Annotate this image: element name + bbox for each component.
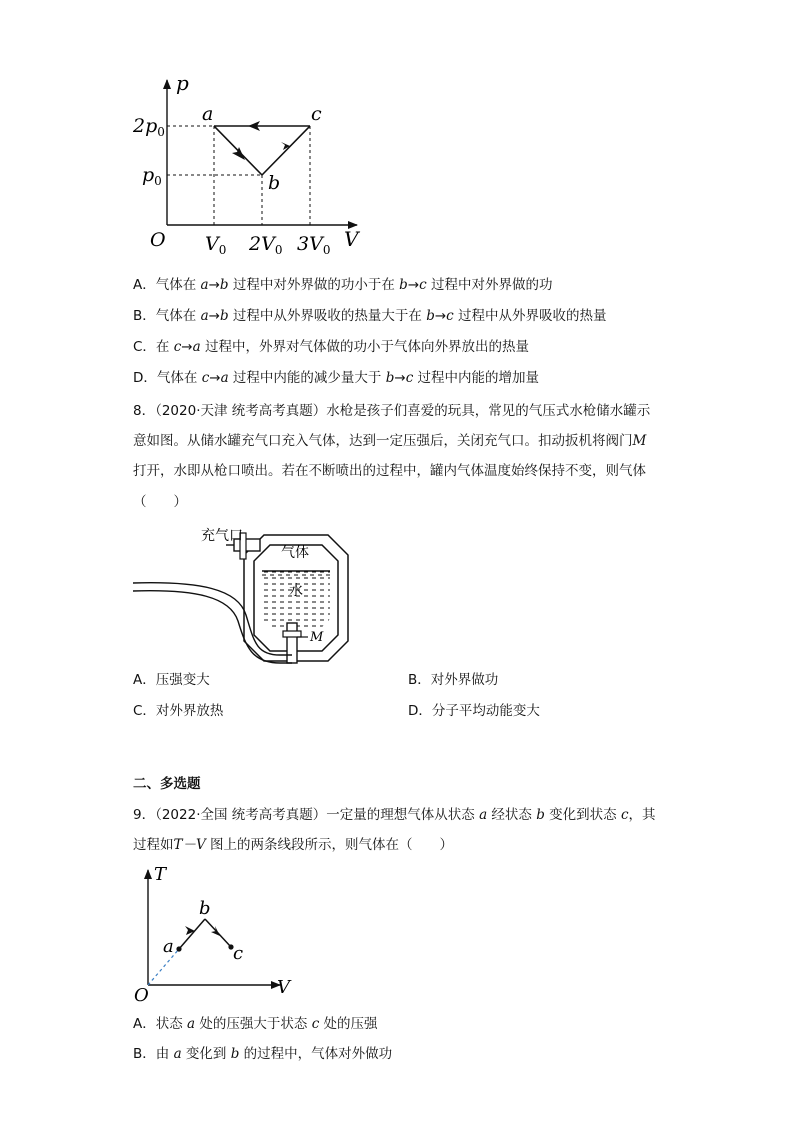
gas-label: 气体 (281, 545, 309, 561)
svg-text:V0: $V_0$ (205, 233, 227, 257)
point-c-label-2: c (233, 943, 244, 964)
section-heading-multi-choice: 二、多选题 (133, 776, 201, 792)
p-axis-label: p (176, 71, 189, 95)
q8-stem-line3: 打开，水即从枪口喷出。若在不断喷出的过程中，罐内气体温度始终保持不变，则气体 (133, 463, 646, 479)
pv-diagram (0, 0, 794, 260)
v-axis-label-2: V (277, 977, 290, 998)
q9-stem-line1: 9．（2022·全国 统考高考真题）一定量的理想气体从状态 a 经状态 b 变化到状态 c，其 (133, 807, 656, 823)
q7-option-c: C．在 c→a 过程中，外界对气体做的功小于气体向外界放出的热量 (133, 339, 529, 355)
q7-option-b: B．气体在 a→b 过程中从外界吸收的热量大于在 b→c 过程中从外界吸收的热量 (133, 308, 607, 324)
q8-stem-line2: 意如图。从储水罐充气口充入气体，达到一定压强后，关闭充气口。扣动扳机将阀门M (133, 433, 647, 449)
point-c-label: c (311, 103, 322, 125)
q8-stem-line1: 8．（2020·天津 统考高考真题）水枪是孩子们喜爱的玩具，常见的气压式水枪储水罐示 (133, 403, 651, 419)
point-b-label: b (268, 172, 281, 194)
q7-option-d: D．气体在 c→a 过程中内能的减少量大于 b→c 过程中内能的增加量 (133, 370, 540, 386)
point-a (176, 946, 181, 951)
svg-text:2p0: $2p_0$ (133, 115, 165, 139)
t-axis-label: T (154, 864, 167, 885)
tv-diagram (0, 860, 794, 1010)
origin-label-2: O (134, 985, 149, 1006)
q8-option-a: A．压强变大 (133, 672, 210, 688)
inlet-label: 充气口 (201, 528, 243, 544)
water-gun-figure (0, 515, 794, 665)
q8-option-c: C．对外界放热 (133, 703, 224, 719)
point-a-label: a (202, 103, 214, 125)
valve-m (283, 631, 301, 637)
point-b-label-2: b (199, 898, 211, 919)
svg-text:p0: $p_0$ (142, 164, 162, 188)
process-b-to-c (262, 126, 310, 175)
svg-text:2V0: $2V_0$ (249, 233, 283, 257)
water-region (262, 571, 330, 631)
valve-label: M (310, 630, 324, 645)
origin-label: O (150, 229, 166, 251)
water-label: 水 (289, 583, 303, 599)
svg-text:3V0: $3V_0$ (297, 233, 331, 257)
q8-option-b: B．对外界做功 (408, 672, 499, 688)
q8-stem-line4: （ ） (133, 494, 187, 510)
point-a-label-2: a (163, 936, 174, 957)
q9-stem-line2: 过程如T－V 图上的两条线段所示，则气体在（ ） (133, 837, 454, 853)
q7-option-a: A．气体在 a→b 过程中对外界做的功小于在 b→c 过程中对外界做的功 (133, 277, 553, 293)
segment-a-b (179, 919, 205, 949)
q9-option-a: A．状态 a 处的压强大于状态 c 处的压强 (133, 1016, 378, 1032)
v-axis-label: V (344, 227, 359, 251)
q8-option-d: D．分子平均动能变大 (408, 703, 540, 719)
q9-option-b: B．由 a 变化到 b 的过程中，气体对外做功 (133, 1046, 393, 1062)
